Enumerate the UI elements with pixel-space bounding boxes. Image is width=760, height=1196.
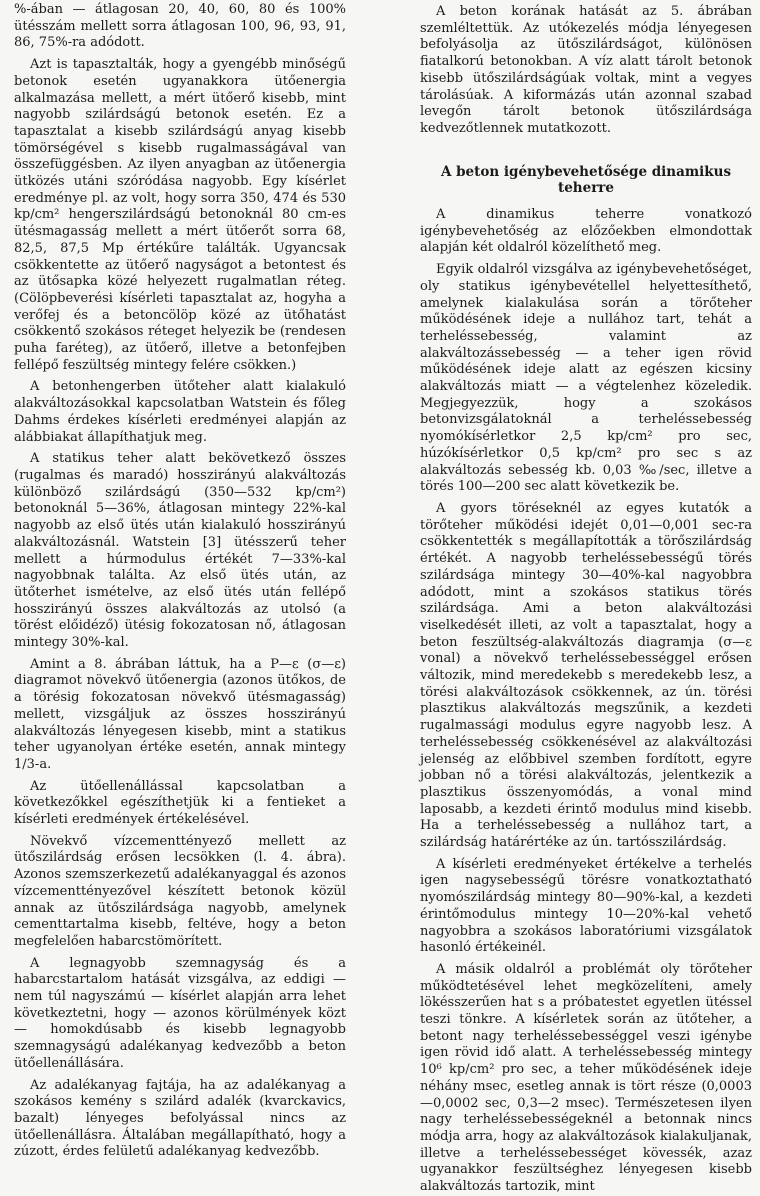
left-column <box>14 2 346 1161</box>
paragraph: A betonhengerben ütőteher alatt kialakuló alakváltozásokkal kapcsolatban Watstein és főleg Dahms érdekes kísérleti eredményei alapján az alábbiakat állapíthatjuk meg. <box>14 379 346 445</box>
paragraph: A másik oldalról a problémát oly törőteher működtetésével lehet megközelíteni, amely lökésszerűen hat s a próbatestet egyetlen ütéssel teszi tönkre. A kísérletek során az ütőteher, a betont nagy terheléssebességgel veszi igénybe igen rövid idő alatt. A terheléssebesség mintegy 10⁶ kp/cm² pro sec, a teher működésének ideje néhány msec, esetleg annak is tört része (0,0003—0,0002 sec, 0,3—2 msec). Természetesen ilyen nagy terheléssebességeknél a betonnak nincs módja arra, hogy az alakváltozások kialakuljanak, illetve a terheléssebességet kövessék, azaz ugyanakkor feszültséghez lényegesen kisebb alakváltozás tartozik, mint <box>420 961 752 1195</box>
paragraph: Amint a 8. ábrában láttuk, ha a P—ε (σ—ε) diagramot növekvő ütőenergia (azonos ütőkos, de a törésig fokozatosan növekvő ütésmagasság) mellett, vizsgáljuk az összes hosszirányú alakváltozás lényegesen kisebb, mint a statikus teher ugyanolyan értéke esetén, annak mintegy 1/3-a. <box>14 656 346 772</box>
paragraph: Az ütőellenállással kapcsolatban a következőkkel egészíthetjük ki a fentieket a kísérleti eredmények értékelésével. <box>14 778 346 828</box>
right-column <box>420 4 752 1196</box>
paragraph: Az adalékanyag fajtája, ha az adalékanyag a szokásos kemény s szilárd adalék (kvarckavics, bazalt) lényeges befolyással nincs az ütőellenállásra. Általában megállapítható, hogy a zúzott, érdes felületű adalékanyag kedvezőbb. <box>14 1077 346 1160</box>
paragraph: Egyik oldalról vizsgálva az igénybevehetőséget, oly statikus igénybevétellel helyettesíthető, amelynek kialakulása során a törőteher működésének ideje a nullához tart, tehát a terheléssebesség, valamint az alakváltozássebesség — a teher igen rövid működésének ideje alatt az egészen kicsiny alakváltozás miatt — a végtelenhez közeledik. Megjegyezzük, hogy a szokásos betonvizsgálatoknál a terheléssebesség nyomókísérletkor 2,5 kp/cm² pro sec, húzókísérletkor 0,5 kp/cm² pro sec s az alakváltozás sebesség kb. 0,03 ‰/sec, illetve a törés 100—200 sec alatt következik be. <box>420 262 752 495</box>
paragraph: A statikus teher alatt bekövetkező összes (rugalmas és maradó) hosszirányú alakváltozás különböző szilárdságú (350—532 kp/cm²) betonoknál 5—36%, átlagosan mintegy 22%-kal nagyobb az első ütés után kialakuló hosszirányú alakváltozásnál. Watstein [3] ütésszerű teher mellett a húrmodulus értékét 7—33%-kal nagyobbnak találta. Az első ütés után, az ütőterhet ismételve, az első ütés után fellépő hosszirányú összes alakváltozás az utolsó (a törést előidéző) ütésig fokozatosan nő, átlagosan mintegy 30%-kal. <box>14 451 346 651</box>
paragraph: A gyors töréseknél az egyes kutatók a törőteher működési idejét 0,01—0,001 sec-ra csökkentették s megállapították a törőszilárdság értékét. A nagyobb terheléssebességű törés szilárdsága mintegy 30—40%-kal nagyobbra adódott, mint a szokásos statikus törés szilárdsága. Ami a beton alakváltozási viselkedését illeti, az volt a tapasztalat, hogy a beton feszültség-alakváltozás diagramja (σ—ε vonal) a növekvő terheléssebességgel erősen változik, mind meredekebb s meredekebb lesz, a törési alakváltozások csökkennek, az ún. törési plasztikus alakváltozás megszűnik, a kezdeti rugalmassági modulus egyre nagyobb lesz. A terheléssebesség csökkenésével az alakváltozási jelenség az előbbivel szemben fordított, egyre jobban nő a törési alakváltozás, jelentkezik a plasztikus összenyomódás, a vonal mind laposabb, a kezdeti érintő modulus mind kisebb. Ha a terheléssebesség a nullához tart, a szilárdság határértéke az ún. tartósszilárdság. <box>420 500 752 851</box>
paragraph: A beton korának hatását az 5. ábrában szemléltettük. Az utókezelés módja lényegesen befolyásolja az ütőszilárdságot, különösen fiatalkorú betonokban. A víz alatt tárolt betonok kisebb ütőszilárdságúak voltak, mint a vegyes tárolásúak. A kiformázás után azonnal szabad levegőn tárolt betonok ütőszilárdsága kedvezőtlennek mutatkozott. <box>420 4 752 136</box>
paragraph: A kísérleti eredményeket értékelve a terhelés igen nagysebességű törésre vonatkoztatható nyomószilárdság mintegy 80—90%-kal, a kezdeti érintőmodulus mintegy 10—20%-kal vehető nagyobbra a szokásos laboratóriumi vizsgálatok hasonló értékeinél. <box>420 856 752 956</box>
paragraph: %-ában — átlagosan 20, 40, 60, 80 és 100% ütésszám mellett sorra átlagosan 100, 96, 93, 91, 86, 75%-ra adódott. <box>14 2 346 51</box>
section-heading: A beton igénybevehetősége dinamikus teherre <box>440 163 732 197</box>
paragraph: Azt is tapasztalták, hogy a gyengébb minőségű betonok esetén ugyanakkora ütőenergia alkalmazása mellett, a mért ütőerő kisebb, mint nagyobb szilárdságú betonok esetén. Ez a tapasztalat a kisebb szilárdságú anyag kisebb tömörségével s kisebb rugalmasságával van összefüggésben. Az ilyen anyagban az ütőenergia ütközés utáni szóródása nagyobb. Egy kísérlet eredménye pl. az volt, hogy sorra 350, 474 és 530 kp/cm² hengerszilárdságú betonoknál 80 cm-es ütésmagasság mellett a mért ütőerőt sorra 68, 82,5, 87,5 Mp értékűre találták. Ugyancsak csökkentette az ütőerő nagyságot a betontest és az ütősapka közé helyezett rugalmatlan réteg. (Cölöpbeverési kísérleti tapasztalat az, hogyha a verőfej és a betoncölöp közé az ütőhatást csökkentő szokásos réteget helyezik be (rendesen puha faréteg), az ütőerő, illetve a betonfejben fellépő feszültség mintegy felére csökken.) <box>14 57 346 373</box>
paragraph: A legnagyobb szemnagyság és a habarcstartalom hatását vizsgálva, az eddigi — nem túl nagyszámú — kísérlet alapján arra lehet következtetni, hogy — azonos körülmények közt — homokdúsabb és kisebb legnagyobb szemnagyságú adalékanyag kedvezőbb a beton ütőellenállására. <box>14 955 346 1071</box>
paragraph: Növekvő vízcementtényező mellett az ütőszilárdság erősen lecsökken (l. 4. ábra). Azonos szemszerkezetű adalékanyaggal és azonos vízcementtényezővel készített betonok közül annak az ütőszilárdsága nagyobb, amelynek cementtartalma kisebb, feltéve, hogy a beton megfelelően habarcstömörített. <box>14 833 346 949</box>
paragraph: A dinamikus teherre vonatkozó igénybevehetőség az előzőekben elmondottak alapján két oldalról közelíthető meg. <box>420 207 752 256</box>
